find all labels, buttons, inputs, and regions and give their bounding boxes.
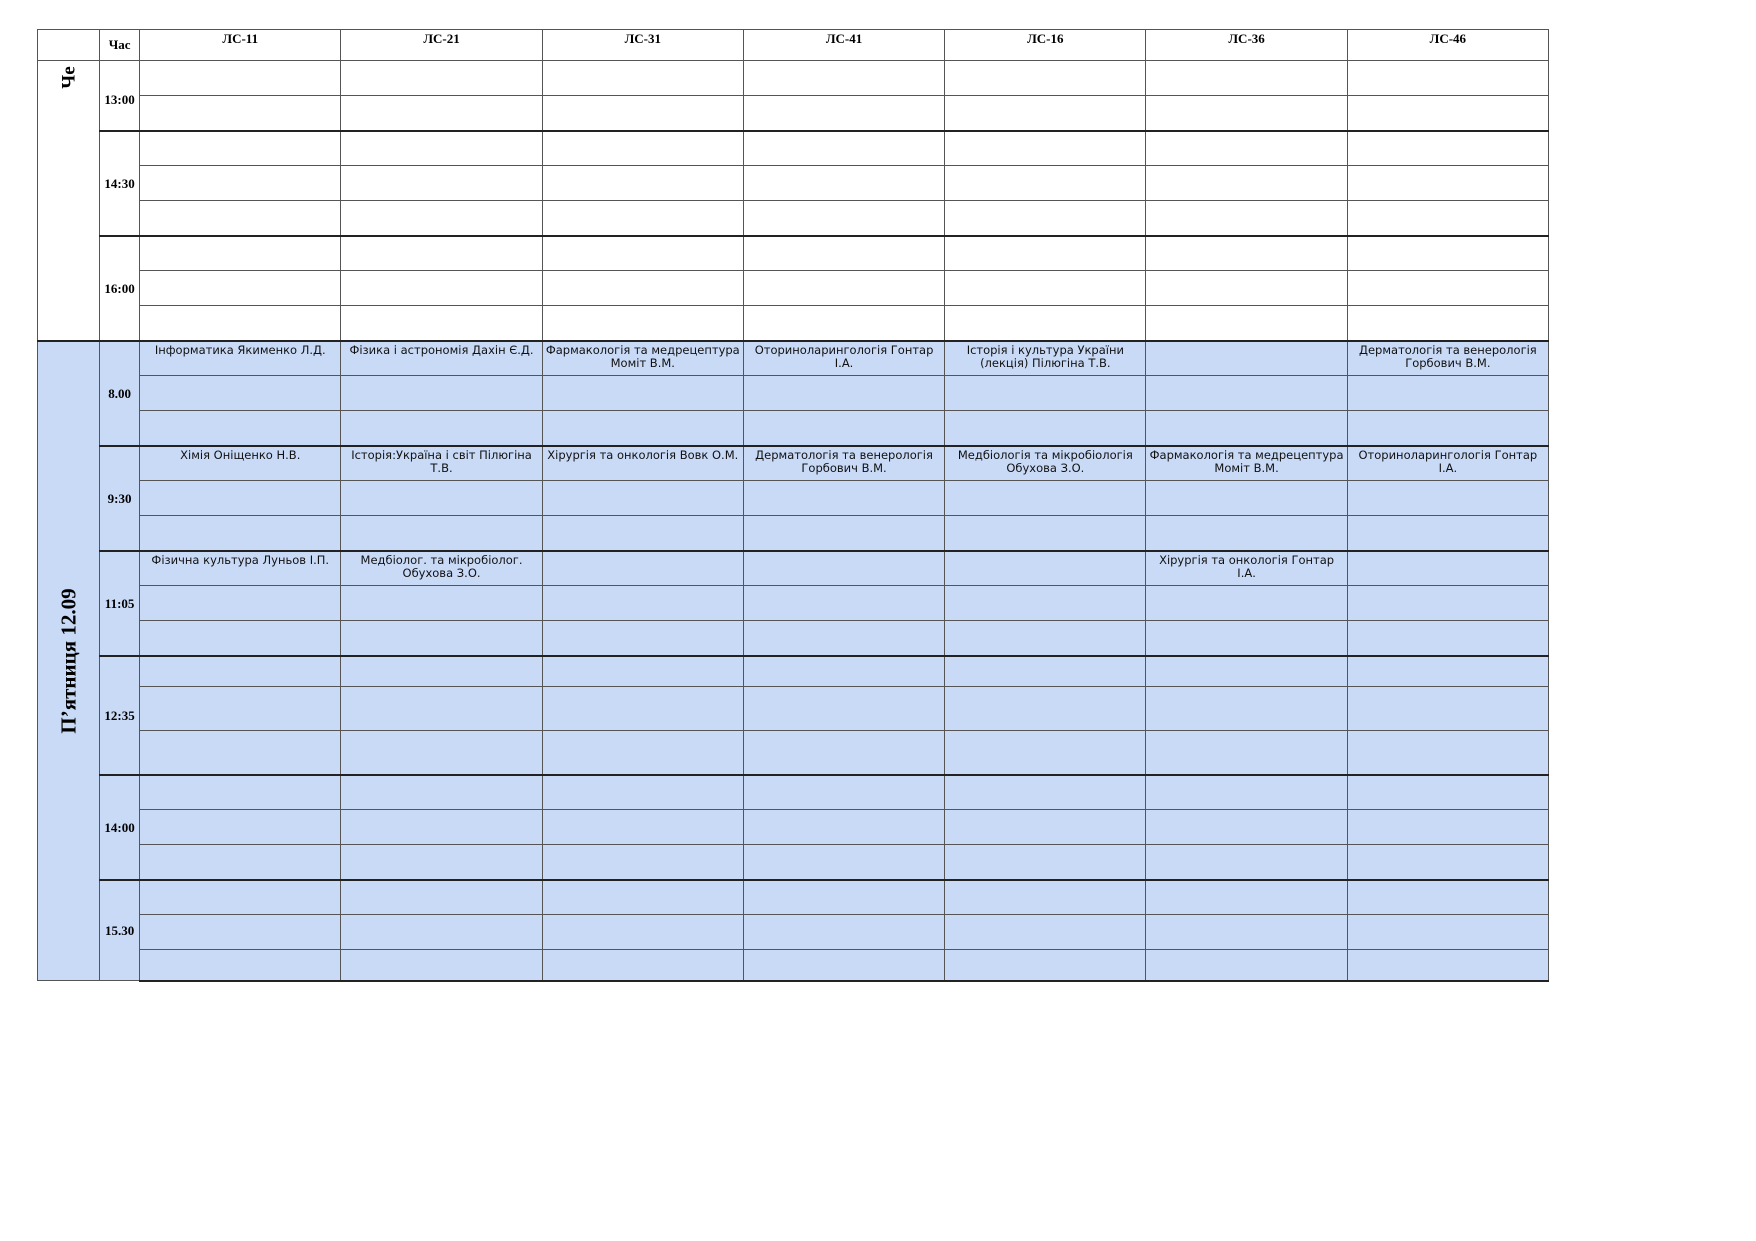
empty-cell	[341, 775, 542, 810]
time-cell	[100, 61, 140, 131]
empty-cell	[140, 775, 341, 810]
schedule-row	[38, 481, 1549, 516]
schedule-row	[38, 341, 1549, 376]
empty-cell	[743, 61, 944, 96]
empty-cell	[140, 950, 341, 981]
empty-cell	[743, 236, 944, 271]
empty-cell	[341, 621, 542, 656]
empty-cell	[743, 621, 944, 656]
empty-cell	[1347, 481, 1548, 516]
empty-cell	[341, 271, 542, 306]
time-cell: 15.30	[100, 880, 140, 981]
empty-cell	[743, 201, 944, 236]
empty-cell	[341, 880, 542, 915]
empty-cell	[1347, 621, 1548, 656]
empty-cell	[1347, 96, 1548, 131]
lesson-cell: Фармакологія та медрецептура Моміт В.М.	[542, 341, 743, 376]
day-label-cell	[38, 61, 100, 341]
schedule-row	[38, 376, 1549, 411]
empty-cell	[1146, 845, 1347, 880]
schedule-row	[38, 131, 1549, 166]
empty-cell	[1146, 481, 1347, 516]
schedule-row	[38, 306, 1549, 341]
lesson-cell: Медбіологія та мікробіологія Обухова З.О.	[945, 446, 1146, 481]
empty-cell	[1347, 551, 1548, 586]
empty-cell	[743, 131, 944, 166]
empty-cell	[140, 621, 341, 656]
empty-cell	[1146, 775, 1347, 810]
empty-cell	[542, 687, 743, 731]
empty-cell	[140, 687, 341, 731]
empty-cell	[341, 845, 542, 880]
empty-cell	[1347, 845, 1548, 880]
empty-cell	[542, 61, 743, 96]
group-header: ЛС-16	[945, 30, 1146, 61]
empty-cell	[743, 306, 944, 341]
empty-cell	[1347, 915, 1548, 950]
empty-cell	[945, 880, 1146, 915]
empty-cell	[1146, 516, 1347, 551]
empty-cell	[140, 411, 341, 446]
empty-cell	[140, 61, 341, 96]
empty-cell	[140, 845, 341, 880]
empty-cell	[341, 131, 542, 166]
empty-cell	[945, 166, 1146, 201]
empty-cell	[743, 775, 944, 810]
schedule-row	[38, 411, 1549, 446]
schedule-table	[37, 29, 1549, 982]
empty-cell	[542, 915, 743, 950]
empty-cell	[140, 586, 341, 621]
empty-cell	[945, 411, 1146, 446]
empty-cell	[341, 306, 542, 341]
empty-cell	[1146, 306, 1347, 341]
empty-cell	[743, 481, 944, 516]
empty-cell	[743, 271, 944, 306]
empty-cell	[743, 96, 944, 131]
empty-cell	[1146, 411, 1347, 446]
empty-cell	[542, 950, 743, 981]
empty-cell	[1146, 687, 1347, 731]
empty-cell	[542, 96, 743, 131]
empty-cell	[341, 166, 542, 201]
empty-cell	[341, 687, 542, 731]
empty-cell	[743, 810, 944, 845]
empty-cell	[542, 516, 743, 551]
hour-column-header: Час	[100, 30, 140, 61]
empty-cell	[743, 950, 944, 981]
empty-cell	[341, 656, 542, 687]
empty-cell	[140, 810, 341, 845]
empty-cell	[945, 621, 1146, 656]
empty-cell	[945, 481, 1146, 516]
empty-cell	[341, 411, 542, 446]
lesson-cell: Хімія Оніщенко Н.В.	[140, 446, 341, 481]
empty-cell	[945, 96, 1146, 131]
time-cell: 12:35	[100, 656, 140, 775]
empty-cell	[140, 880, 341, 915]
empty-cell	[743, 656, 944, 687]
lesson-cell: Хірургія та онкологія Вовк О.М.	[542, 446, 743, 481]
empty-cell	[945, 516, 1146, 551]
empty-cell	[542, 731, 743, 775]
empty-cell	[341, 61, 542, 96]
empty-cell	[542, 376, 743, 411]
lesson-cell: Дерматологія та венерологія Горбович В.М.	[743, 446, 944, 481]
empty-cell	[945, 236, 1146, 271]
empty-cell	[341, 516, 542, 551]
empty-cell	[341, 376, 542, 411]
empty-cell	[542, 621, 743, 656]
lesson-cell: Історія і культура України (лекція) Пілюгіна Т.В.	[945, 341, 1146, 376]
empty-cell	[1347, 656, 1548, 687]
empty-cell	[1347, 306, 1548, 341]
schedule-row	[38, 621, 1549, 656]
schedule-row	[38, 915, 1549, 950]
empty-cell	[1347, 411, 1548, 446]
empty-cell	[341, 810, 542, 845]
empty-cell	[743, 586, 944, 621]
lesson-cell: Оториноларингологія Гонтар І.А.	[743, 341, 944, 376]
empty-cell	[140, 131, 341, 166]
empty-cell	[341, 586, 542, 621]
empty-cell	[1146, 810, 1347, 845]
empty-cell	[1347, 880, 1548, 915]
empty-cell	[341, 481, 542, 516]
time-label: 13:00	[104, 91, 135, 107]
empty-cell	[140, 201, 341, 236]
empty-cell	[140, 915, 341, 950]
empty-cell	[341, 96, 542, 131]
empty-cell	[1146, 201, 1347, 236]
schedule-row	[38, 880, 1549, 915]
empty-cell	[945, 915, 1146, 950]
schedule-row	[38, 586, 1549, 621]
empty-cell	[542, 131, 743, 166]
schedule-row	[38, 656, 1549, 687]
empty-cell	[542, 845, 743, 880]
empty-cell	[140, 481, 341, 516]
empty-cell	[341, 201, 542, 236]
empty-cell	[1347, 687, 1548, 731]
empty-cell	[140, 166, 341, 201]
schedule-row	[38, 516, 1549, 551]
empty-cell	[140, 516, 341, 551]
empty-cell	[542, 306, 743, 341]
empty-cell	[1146, 621, 1347, 656]
lesson-cell: Фізична культура Луньов І.П.	[140, 551, 341, 586]
empty-cell	[1146, 341, 1347, 376]
schedule-row	[38, 775, 1549, 810]
lesson-cell: Історія:Україна і світ Пілюгіна Т.В.	[341, 446, 542, 481]
group-header: ЛС-36	[1146, 30, 1347, 61]
lesson-cell: Інформатика Якименко Л.Д.	[140, 341, 341, 376]
empty-cell	[1146, 236, 1347, 271]
empty-cell	[542, 166, 743, 201]
empty-cell	[1347, 131, 1548, 166]
empty-cell	[542, 810, 743, 845]
time-cell: 9:30	[100, 446, 140, 551]
empty-cell	[341, 950, 542, 981]
empty-cell	[542, 236, 743, 271]
empty-cell	[1146, 166, 1347, 201]
empty-cell	[1347, 166, 1548, 201]
empty-cell	[140, 656, 341, 687]
empty-cell	[743, 411, 944, 446]
header-row	[38, 30, 1549, 61]
empty-cell	[140, 236, 341, 271]
empty-cell	[1347, 950, 1548, 981]
empty-cell	[945, 656, 1146, 687]
empty-cell	[945, 201, 1146, 236]
empty-cell	[743, 376, 944, 411]
day-label-cell	[38, 341, 100, 981]
empty-cell	[945, 810, 1146, 845]
day-label: Че	[58, 66, 80, 89]
empty-cell	[945, 376, 1146, 411]
empty-cell	[945, 271, 1146, 306]
empty-cell	[1146, 61, 1347, 96]
empty-cell	[140, 96, 341, 131]
empty-cell	[945, 687, 1146, 731]
empty-cell	[945, 61, 1146, 96]
empty-cell	[743, 915, 944, 950]
empty-cell	[1347, 376, 1548, 411]
group-header: ЛС-41	[743, 30, 944, 61]
schedule-row	[38, 201, 1549, 236]
empty-cell	[945, 731, 1146, 775]
empty-cell	[542, 481, 743, 516]
schedule-row	[38, 61, 1549, 96]
schedule-row	[38, 236, 1549, 271]
time-cell: 14:30	[100, 131, 140, 236]
empty-cell	[945, 775, 1146, 810]
empty-cell	[1347, 201, 1548, 236]
empty-cell	[1146, 586, 1347, 621]
empty-cell	[1146, 731, 1347, 775]
empty-cell	[743, 166, 944, 201]
empty-cell	[542, 880, 743, 915]
empty-cell	[542, 271, 743, 306]
schedule-row	[38, 810, 1549, 845]
schedule-row	[38, 446, 1549, 481]
lesson-cell: Медбіолог. та мікробіолог. Обухова З.О.	[341, 551, 542, 586]
empty-cell	[542, 586, 743, 621]
empty-cell	[1347, 516, 1548, 551]
empty-cell	[945, 950, 1146, 981]
schedule-row	[38, 687, 1549, 731]
empty-cell	[140, 376, 341, 411]
empty-cell	[542, 411, 743, 446]
empty-cell	[542, 656, 743, 687]
empty-cell	[1146, 950, 1347, 981]
empty-cell	[1347, 731, 1548, 775]
empty-cell	[341, 236, 542, 271]
lesson-cell: Фармакологія та медрецептура Моміт В.М.	[1146, 446, 1347, 481]
empty-cell	[743, 880, 944, 915]
empty-cell	[1146, 915, 1347, 950]
group-header: ЛС-21	[341, 30, 542, 61]
empty-cell	[945, 551, 1146, 586]
empty-cell	[1146, 376, 1347, 411]
empty-cell	[1347, 810, 1548, 845]
empty-cell	[140, 306, 341, 341]
empty-cell	[341, 915, 542, 950]
empty-cell	[140, 731, 341, 775]
empty-cell	[945, 845, 1146, 880]
empty-cell	[743, 551, 944, 586]
time-cell: 8.00	[100, 341, 140, 446]
empty-cell	[945, 586, 1146, 621]
empty-cell	[1146, 656, 1347, 687]
schedule-row	[38, 166, 1549, 201]
corner-cell	[38, 30, 100, 61]
empty-cell	[542, 775, 743, 810]
schedule-row	[38, 551, 1549, 586]
schedule-row	[38, 96, 1549, 131]
schedule-row	[38, 271, 1549, 306]
time-cell: 16:00	[100, 236, 140, 341]
lesson-cell: Дерматологія та венерологія Горбович В.М.	[1347, 341, 1548, 376]
group-header: ЛС-31	[542, 30, 743, 61]
empty-cell	[1347, 271, 1548, 306]
empty-cell	[945, 131, 1146, 166]
time-cell: 14:00	[100, 775, 140, 880]
empty-cell	[1146, 880, 1347, 915]
empty-cell	[1347, 61, 1548, 96]
time-cell: 11:05	[100, 551, 140, 656]
day-label: П’ятниця 12.09	[56, 588, 81, 734]
schedule-row	[38, 950, 1549, 981]
empty-cell	[1347, 586, 1548, 621]
empty-cell	[140, 271, 341, 306]
group-header: ЛС-11	[140, 30, 341, 61]
empty-cell	[743, 845, 944, 880]
schedule-row	[38, 845, 1549, 880]
empty-cell	[1146, 96, 1347, 131]
lesson-cell: Фізика і астрономія Дахін Є.Д.	[341, 341, 542, 376]
empty-cell	[542, 551, 743, 586]
empty-cell	[1146, 271, 1347, 306]
empty-cell	[743, 687, 944, 731]
empty-cell	[743, 516, 944, 551]
empty-cell	[1146, 131, 1347, 166]
lesson-cell: Хірургія та онкологія Гонтар І.А.	[1146, 551, 1347, 586]
empty-cell	[542, 201, 743, 236]
empty-cell	[1347, 775, 1548, 810]
lesson-cell: Оториноларингологія Гонтар І.А.	[1347, 446, 1548, 481]
empty-cell	[341, 731, 542, 775]
schedule-row	[38, 731, 1549, 775]
group-header: ЛС-46	[1347, 30, 1548, 61]
empty-cell	[1347, 236, 1548, 271]
empty-cell	[945, 306, 1146, 341]
empty-cell	[743, 731, 944, 775]
